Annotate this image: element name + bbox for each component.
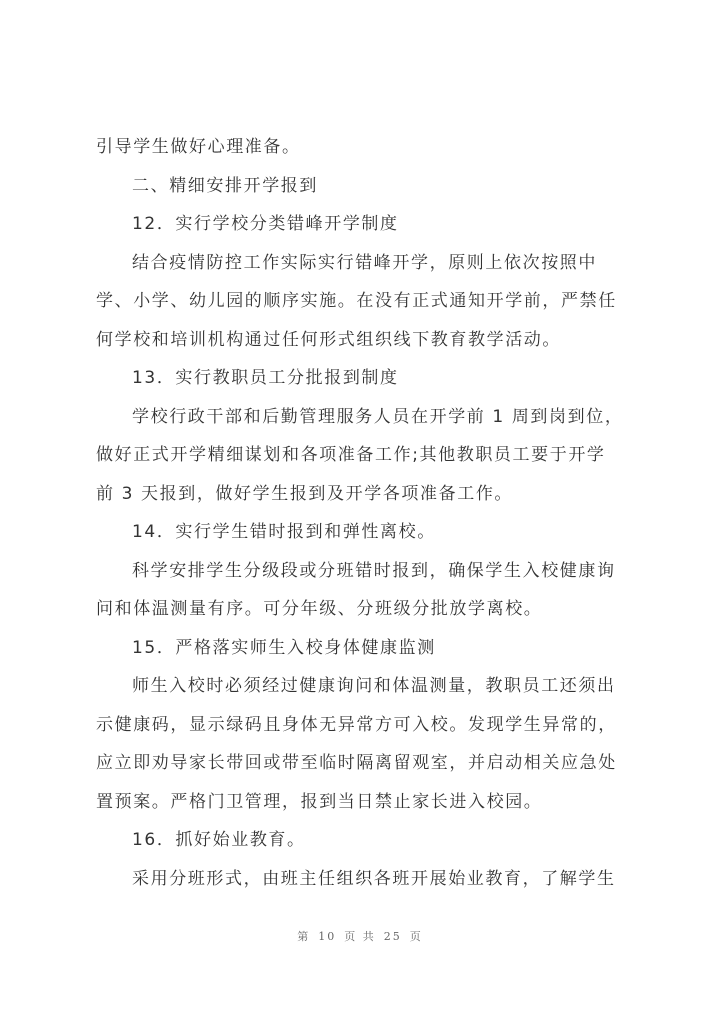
- footer-page-number: 10: [318, 930, 337, 943]
- text-line-18: 置预案。严格门卫管理，报到当日禁止家长进入校园。: [96, 791, 543, 812]
- item-heading-13: 13．实行教职员工分批报到制度: [132, 368, 399, 388]
- text-line-12: 科学安排学生分级段或分班错时报到，确保学生入校健康询: [132, 560, 616, 581]
- footer-middle: 页 共: [344, 930, 376, 943]
- footer-total-pages: 25: [383, 930, 402, 943]
- section-heading: 二、精细安排开学报到: [132, 175, 318, 196]
- text-line-10: 前 3 天报到，做好学生报到及开学各项准备工作。: [96, 483, 514, 504]
- item-heading-15: 15．严格落实师生入校身体健康监测: [132, 637, 436, 658]
- text-line-15: 师生入校时必须经过健康询问和体温测量，教职员工还须出: [132, 676, 616, 696]
- text-line-20: 采用分班形式，由班主任组织各班开展始业教育，了解学生: [132, 868, 616, 889]
- text-line-9: 做好正式开学精细谋划和各项准备工作;其他教职员工要于开学: [96, 445, 606, 465]
- text-line-5: 学、小学、幼儿园的顺序实施。在没有正式通知开学前，严禁任: [96, 291, 617, 311]
- text-line-1: 引导学生做好心理准备。: [96, 137, 301, 157]
- item-heading-12: 12．实行学校分类错峰开学制度: [132, 214, 399, 234]
- text-line-8: 学校行政干部和后勤管理服务人员在开学前 1 周到岗到位，: [132, 406, 624, 427]
- item-heading-14: 14．实行学生错时报到和弹性离校。: [132, 522, 436, 542]
- item-heading-16: 16．抓好始业教育。: [132, 830, 306, 850]
- footer-suffix: 页: [409, 930, 423, 943]
- text-line-13: 问和体温测量有序。可分年级、分班级分批放学离校。: [96, 599, 543, 619]
- text-line-17: 应立即劝导家长带回或带至临时隔离留观室，并启动相关应急处: [96, 753, 617, 773]
- body-text: [96, 128, 636, 898]
- text-line-16: 示健康码，显示绿码且身体无异常方可入校。发现学生异常的，: [96, 714, 617, 735]
- text-line-6: 何学校和培训机构通过任何形式组织线下教育教学活动。: [96, 329, 561, 350]
- footer-prefix: 第: [297, 930, 311, 943]
- page-footer: [0, 928, 720, 944]
- text-line-4: 结合疫情防控工作实际实行错峰开学，原则上依次按照中: [132, 252, 597, 273]
